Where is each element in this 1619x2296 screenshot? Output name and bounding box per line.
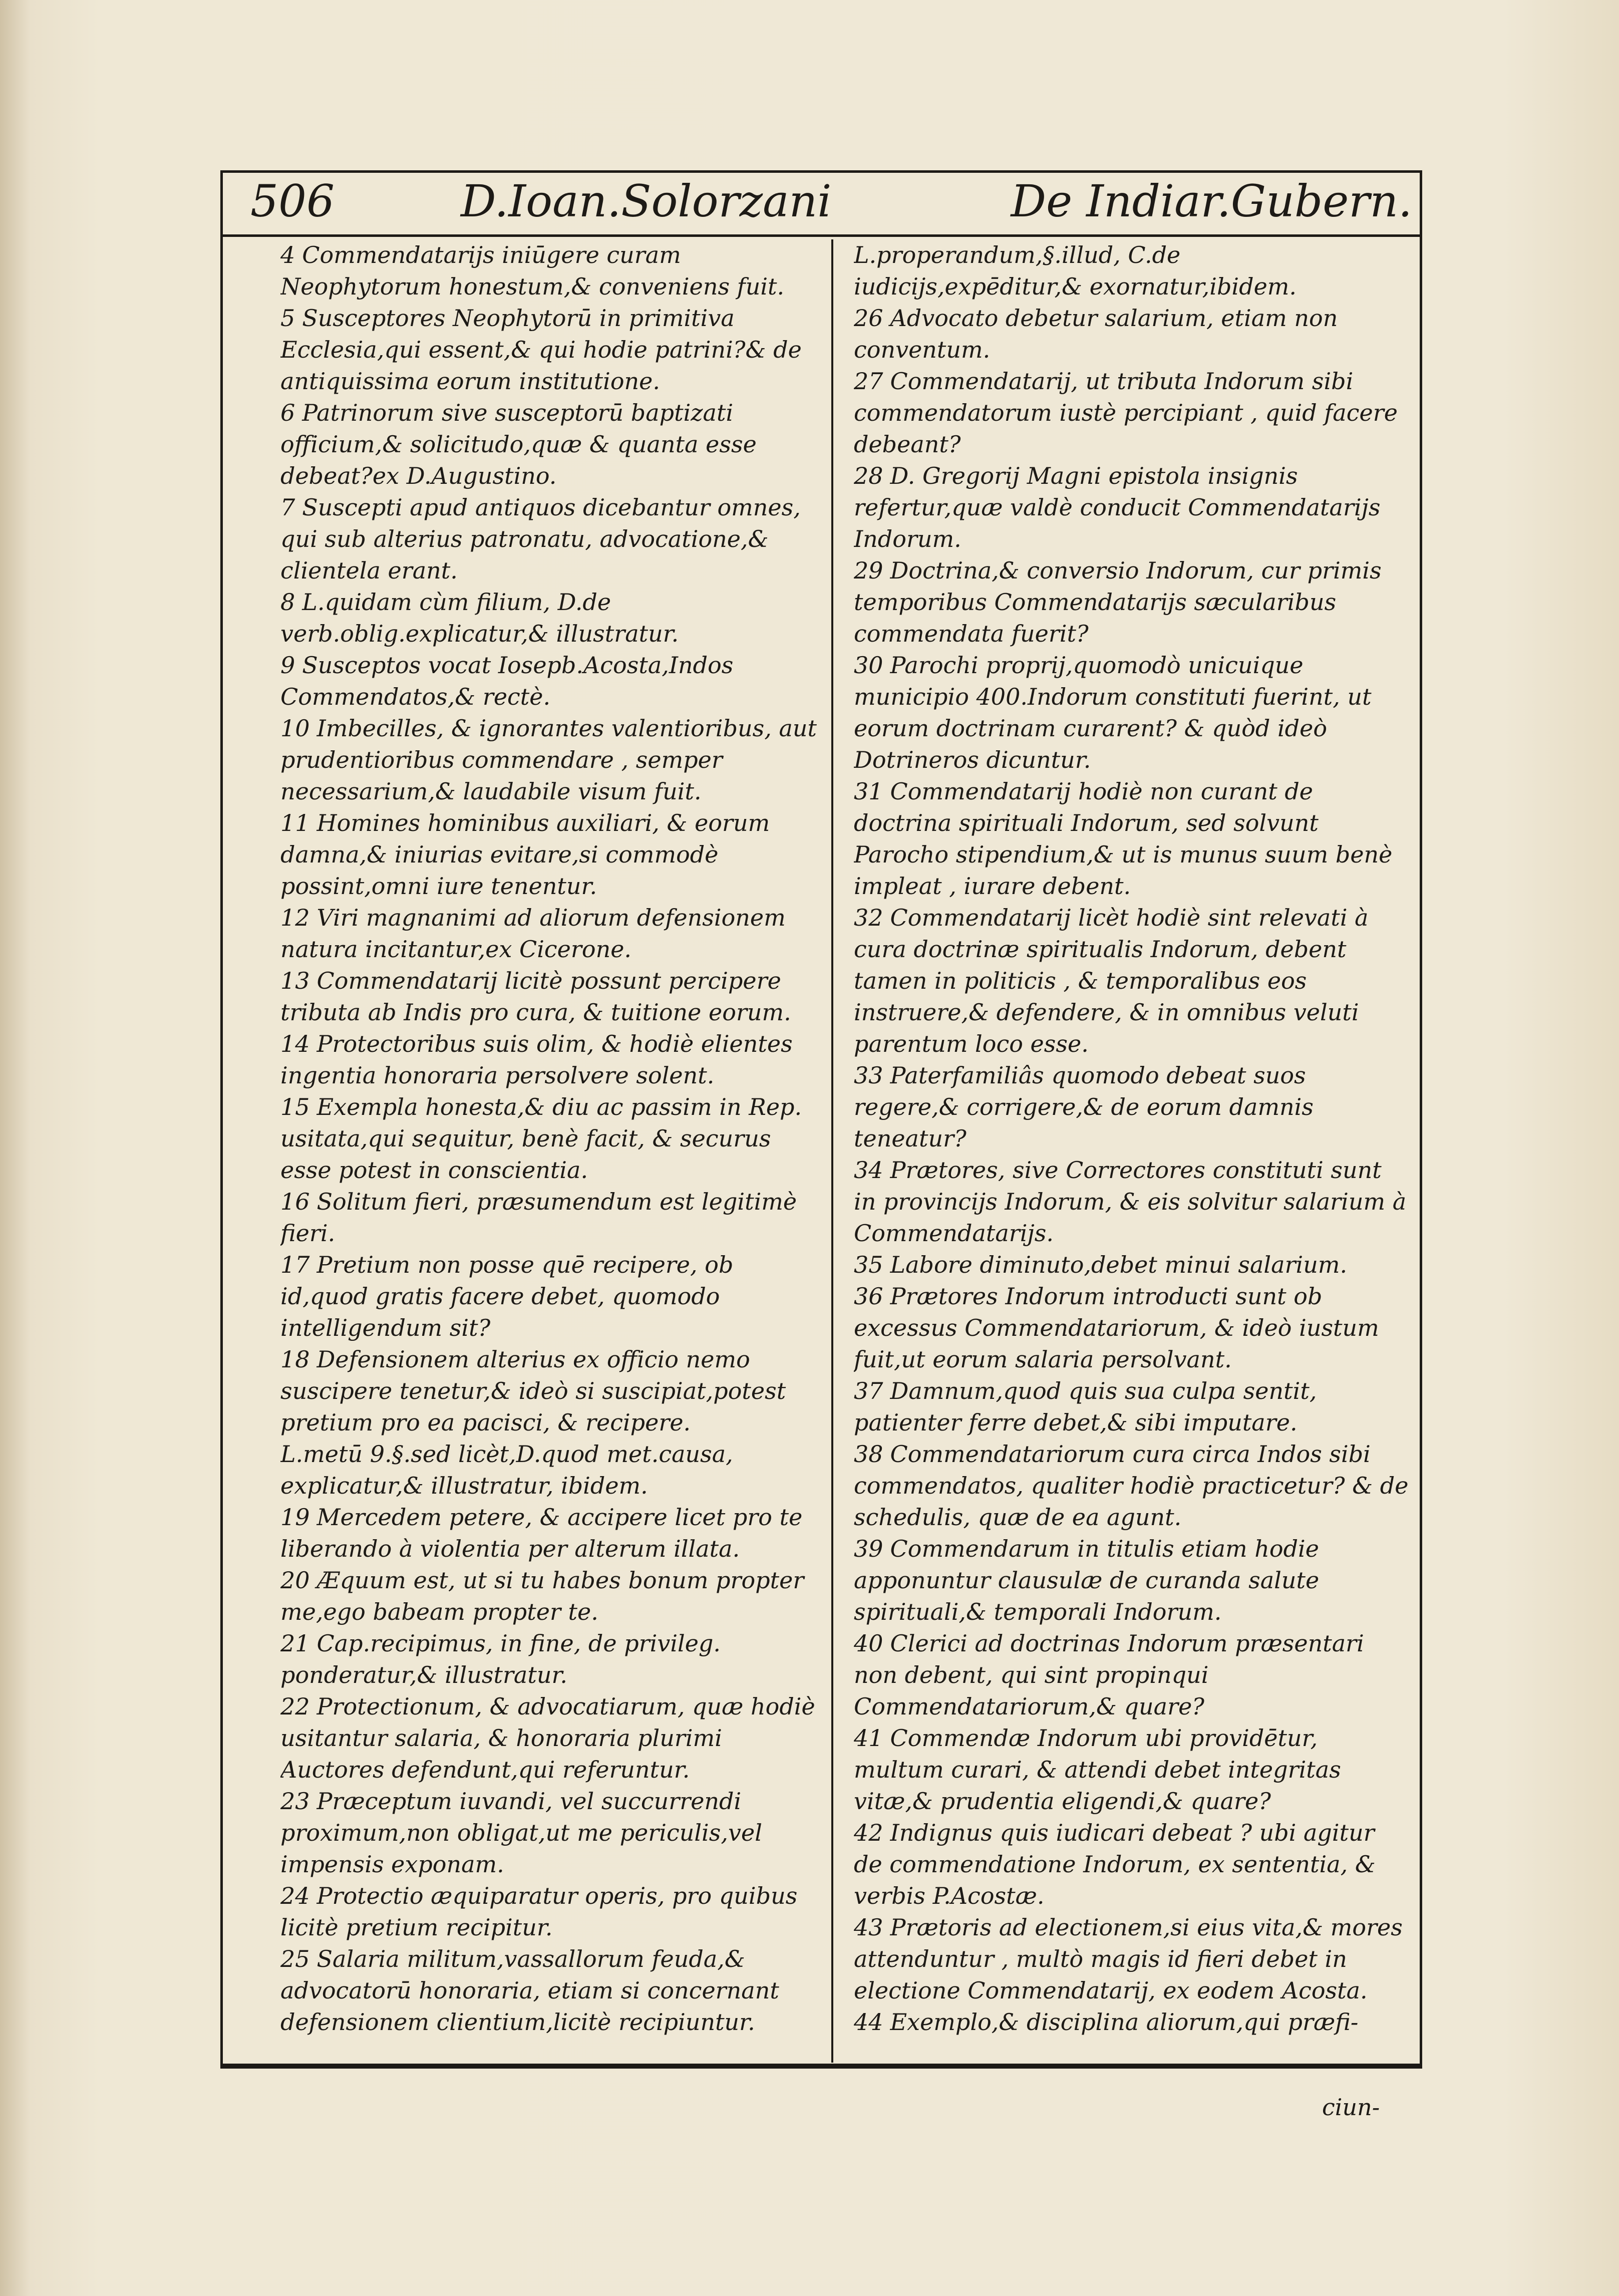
summary-entry xyxy=(854,1533,1410,1628)
entry-number: 29 xyxy=(854,557,883,584)
entry-text: Protectio æquiparatur operis, pro quibus licitè pretium recipitur. xyxy=(280,1882,798,1941)
summary-entry xyxy=(280,1091,821,1186)
entry-text: Exempla honesta,& diu ac passim in Rep. usitata,qui sequitur, benè facit, & securus esse potest in conscientia. xyxy=(280,1093,802,1184)
summary-entry xyxy=(854,1628,1410,1723)
entry-number: 14 xyxy=(280,1030,310,1057)
entry-number: 16 xyxy=(280,1188,310,1215)
summary-entry xyxy=(854,1817,1410,1912)
summary-entry xyxy=(280,303,821,397)
summary-entry xyxy=(280,1502,821,1565)
entry-number: 35 xyxy=(854,1251,883,1278)
summary-entry xyxy=(280,965,821,1028)
entry-number: 43 xyxy=(854,1914,883,1941)
entry-text: Mercedem petere, & accipere licet pro te liberando à violentia per alterum illata. xyxy=(280,1504,803,1562)
summary-entry xyxy=(854,1155,1410,1249)
entry-text: Viri magnanimi ad aliorum defensionem natura incitantur,ex Cicerone. xyxy=(280,904,786,963)
entry-text: L.metū 9.§.sed licèt,D.quod met.causa, explicatur,& illustratur, ibidem. xyxy=(280,1441,733,1499)
entry-number: 5 xyxy=(280,305,295,332)
entry-number: 44 xyxy=(854,2008,883,2036)
summary-entry xyxy=(280,650,821,713)
summary-entry xyxy=(280,1249,821,1344)
summary-entry xyxy=(854,1723,1410,1817)
entry-text: Damnum,quod quis sua culpa sentit, patienter ferre debet,& sibi imputare. xyxy=(854,1377,1317,1436)
summary-entry xyxy=(280,807,821,902)
summary-entry xyxy=(280,1344,821,1439)
running-header xyxy=(250,170,1412,230)
entry-text: L.properandum,§.illud, C.de iudicijs,expēditur,& exornatur,ibidem. xyxy=(854,241,1297,300)
page-number: 506 xyxy=(250,175,335,227)
entry-number: 15 xyxy=(280,1093,310,1120)
entry-text: Susceptos vocat Iosepb.Acosta,Indos Commendatos,& rectè. xyxy=(280,652,734,710)
entry-text: Pretium non posse quē recipere, ob id,quod gratis facere debet, quomodo intelligendum sit? xyxy=(280,1251,734,1341)
entry-text: Commendatarij, ut tributa Indorum sibi commendatorum iustè percipiant , quid facere debeant? xyxy=(854,368,1398,458)
summary-entry xyxy=(854,1375,1410,1439)
entry-text: Commendatariorum cura circa Indos sibi commendatos, qualiter hodiè practicetur? & de schedulis, quæ de ea agunt. xyxy=(854,1441,1409,1531)
entry-text: Patrinorum sive susceptorū baptizati officium,& solicitudo,quæ & quanta esse debeat?ex D.Augustino. xyxy=(280,399,757,489)
entry-number: 31 xyxy=(854,778,883,805)
entry-number: 4 xyxy=(280,241,295,268)
summary-entry xyxy=(854,1439,1410,1533)
entry-number: 11 xyxy=(280,809,310,836)
entry-number: 6 xyxy=(280,399,295,426)
entry-number: 7 xyxy=(280,494,295,521)
entry-text: Æquum est, ut si tu habes bonum propter me,ego babeam propter te. xyxy=(280,1567,804,1625)
entry-text: Labore diminuto,debet minui salarium. xyxy=(890,1251,1348,1278)
entry-text: Imbecilles, & ignorantes valentioribus, aut prudentioribus commendare , semper necessarium,& laudabile visum fuit. xyxy=(280,715,817,805)
summary-entry xyxy=(854,1912,1410,2006)
summary-entry xyxy=(854,366,1410,460)
entry-number: 28 xyxy=(854,462,883,489)
entry-number: 41 xyxy=(854,1725,883,1752)
entry-number: 21 xyxy=(280,1630,310,1657)
summary-entry xyxy=(854,2006,1410,2038)
entry-number: 38 xyxy=(854,1441,883,1468)
entry-text: Susceptores Neophytorū in primitiva Ecclesia,qui essent,& qui hodie patrini?& de antiquissima eorum institutione. xyxy=(280,305,802,395)
summary-entry xyxy=(854,239,1410,303)
summary-entry xyxy=(854,303,1410,366)
entry-text: Commendarum in titulis etiam hodie apponuntur clausulæ de curanda salute spirituali,& temporali Indorum. xyxy=(854,1535,1320,1625)
entry-number: 26 xyxy=(854,305,883,332)
summary-entry xyxy=(280,492,821,587)
entry-text: Commendatarij licèt hodiè sint relevati à cura doctrinæ spiritualis Indorum, debent tamen in politicis , & temporalibus eos instruere,& defendere, & in omnibus veluti parentum loco esse. xyxy=(854,904,1369,1057)
summary-entry xyxy=(280,397,821,492)
summary-entry xyxy=(854,555,1410,650)
entry-number: 18 xyxy=(280,1346,310,1373)
entry-number: 34 xyxy=(854,1157,883,1184)
summary-entry xyxy=(280,1943,821,2038)
entry-number: 25 xyxy=(280,1945,310,1972)
summary-entry xyxy=(280,1628,821,1691)
summary-entry xyxy=(280,1028,821,1091)
entry-number: 8 xyxy=(280,589,295,616)
summary-entry xyxy=(280,902,821,965)
entry-text: Solitum fieri, præsumendum est legitimè fieri. xyxy=(280,1188,797,1247)
entry-number: 13 xyxy=(280,967,310,994)
entry-number: 19 xyxy=(280,1504,310,1531)
summary-column-left xyxy=(280,239,821,2053)
entry-number: 42 xyxy=(854,1819,883,1846)
summary-entry xyxy=(280,1565,821,1628)
summary-entry xyxy=(854,460,1410,555)
entry-text: Indignus quis iudicari debeat ? ubi agitur de commendatione Indorum, ex sententia, & verbis P.Acostæ. xyxy=(854,1819,1376,1909)
summary-entry xyxy=(280,239,821,303)
catchword: ciun- xyxy=(1322,2094,1380,2121)
entry-text: Homines hominibus auxiliari, & eorum damna,& iniurias evitare,si commodè possint,omni iure tenentur. xyxy=(280,809,770,900)
entry-text: Clerici ad doctrinas Indorum præsentari non debent, qui sint propinqui Commendatariorum,& quare? xyxy=(854,1630,1364,1720)
entry-text: Commendæ Indorum ubi providētur, multum curari, & attendi debet integritas vitæ,& prudentia eligendi,& quare? xyxy=(854,1725,1341,1815)
entry-text: Cap.recipimus, in fine, de privileg. ponderatur,& illustratur. xyxy=(280,1630,721,1688)
entry-number: 17 xyxy=(280,1251,310,1278)
entry-text: Salaria militum,vassallorum feuda,& advocatorū honoraria, etiam si concernant defensionem clientium,licitè recipiuntur. xyxy=(280,1945,779,2036)
running-author: D.Ioan.Solorzani xyxy=(461,175,832,227)
summary-entry xyxy=(854,1281,1410,1375)
entry-number: 9 xyxy=(280,652,295,679)
entry-text: Prætores Indorum introducti sunt ob excessus Commendatariorum, & ideò iustum fuit,ut eorum salaria persolvant. xyxy=(854,1283,1379,1373)
summary-entry xyxy=(280,1691,821,1786)
entry-text: Protectionum, & advocatiarum, quæ hodiè usitantur salaria, & honoraria plurimi Auctores defendunt,qui referuntur. xyxy=(280,1693,815,1783)
entry-number: 40 xyxy=(854,1630,883,1657)
entry-number: 36 xyxy=(854,1283,883,1310)
summary-entry xyxy=(854,650,1410,776)
summary-entry xyxy=(280,1186,821,1249)
entry-number: 30 xyxy=(854,652,883,679)
entry-text: Commendatarij hodiè non curant de doctrina spirituali Indorum, sed solvunt Parocho stipendium,& ut is munus suum benè impleat , iurare debent. xyxy=(854,778,1393,900)
running-title: De Indiar.Gubern. xyxy=(1011,175,1412,227)
entry-number: 12 xyxy=(280,904,310,931)
summary-entry xyxy=(280,587,821,650)
entry-number: 32 xyxy=(854,904,883,931)
entry-text: Præceptum iuvandi, vel succurrendi proximum,non obligat,ut me periculis,vel impensis exponam. xyxy=(280,1788,762,1878)
entry-text: Protectoribus suis olim, & hodiè elientes ingentia honoraria persolvere solent. xyxy=(280,1030,793,1089)
summary-entry xyxy=(280,1786,821,1880)
summary-entry xyxy=(854,1060,1410,1155)
summary-entry xyxy=(280,713,821,807)
summary-entry xyxy=(280,1439,821,1502)
entry-number: 24 xyxy=(280,1882,310,1909)
summary-entry xyxy=(854,1249,1410,1281)
entry-text: Doctrina,& conversio Indorum, cur primis temporibus Commendatarijs sæcularibus commendata fuerit? xyxy=(854,557,1382,647)
entry-text: Advocato debetur salarium, etiam non conventum. xyxy=(854,305,1338,363)
summary-entry xyxy=(280,1880,821,1943)
entry-number: 20 xyxy=(280,1567,310,1594)
entry-text: Prætoris ad electionem,si eius vita,& mores attenduntur , multò magis id fieri debet in electione Commendatarij, ex eodem Acosta. xyxy=(854,1914,1403,2004)
entry-text: Paterfamiliâs quomodo debeat suos regere,& corrigere,& de eorum damnis teneatur? xyxy=(854,1062,1314,1152)
footer-rule xyxy=(220,2064,1420,2066)
summary-column-right xyxy=(854,239,1410,2053)
entry-text: L.quidam cùm filium, D.de verb.oblig.explicatur,& illustratur. xyxy=(280,589,679,647)
entry-text: Parochi proprij,quomodò unicuique municipio 400.Indorum constituti fuerint, ut eorum doctrinam curarent? & quòd ideò Dotrineros dicuntur. xyxy=(854,652,1372,773)
entry-number: 22 xyxy=(280,1693,310,1720)
entry-text: Commendatarijs iniūgere curam Neophytorum honestum,& conveniens fuit. xyxy=(280,241,785,300)
column-divider xyxy=(831,239,833,2063)
entry-number: 23 xyxy=(280,1788,310,1815)
entry-number: 10 xyxy=(280,715,310,742)
entry-text: Exemplo,& disciplina aliorum,qui præfi- xyxy=(890,2008,1359,2036)
entry-text: Commendatarij licitè possunt percipere tributa ab Indis pro cura, & tuitione eorum. xyxy=(280,967,791,1026)
summary-entry xyxy=(854,902,1410,1060)
entry-number: 37 xyxy=(854,1377,883,1404)
entry-number: 27 xyxy=(854,368,883,395)
entry-number: 33 xyxy=(854,1062,883,1089)
summary-entry xyxy=(854,776,1410,902)
entry-text: Defensionem alterius ex officio nemo suscipere tenetur,& ideò si suscipiat,potest pretium pro ea pacisci, & recipere. xyxy=(280,1346,786,1436)
entry-text: Prætores, sive Correctores constituti sunt in provincijs Indorum, & eis solvitur salarium à Commendatarijs. xyxy=(854,1157,1407,1247)
entry-text: Suscepti apud antiquos dicebantur omnes, qui sub alterius patronatu, advocatione,& clientela erant. xyxy=(280,494,801,584)
entry-number: 39 xyxy=(854,1535,883,1562)
header-rule xyxy=(220,234,1422,237)
entry-text: D. Gregorij Magni epistola insignis refertur,quæ valdè conducit Commendatarijs Indorum. xyxy=(854,462,1381,552)
